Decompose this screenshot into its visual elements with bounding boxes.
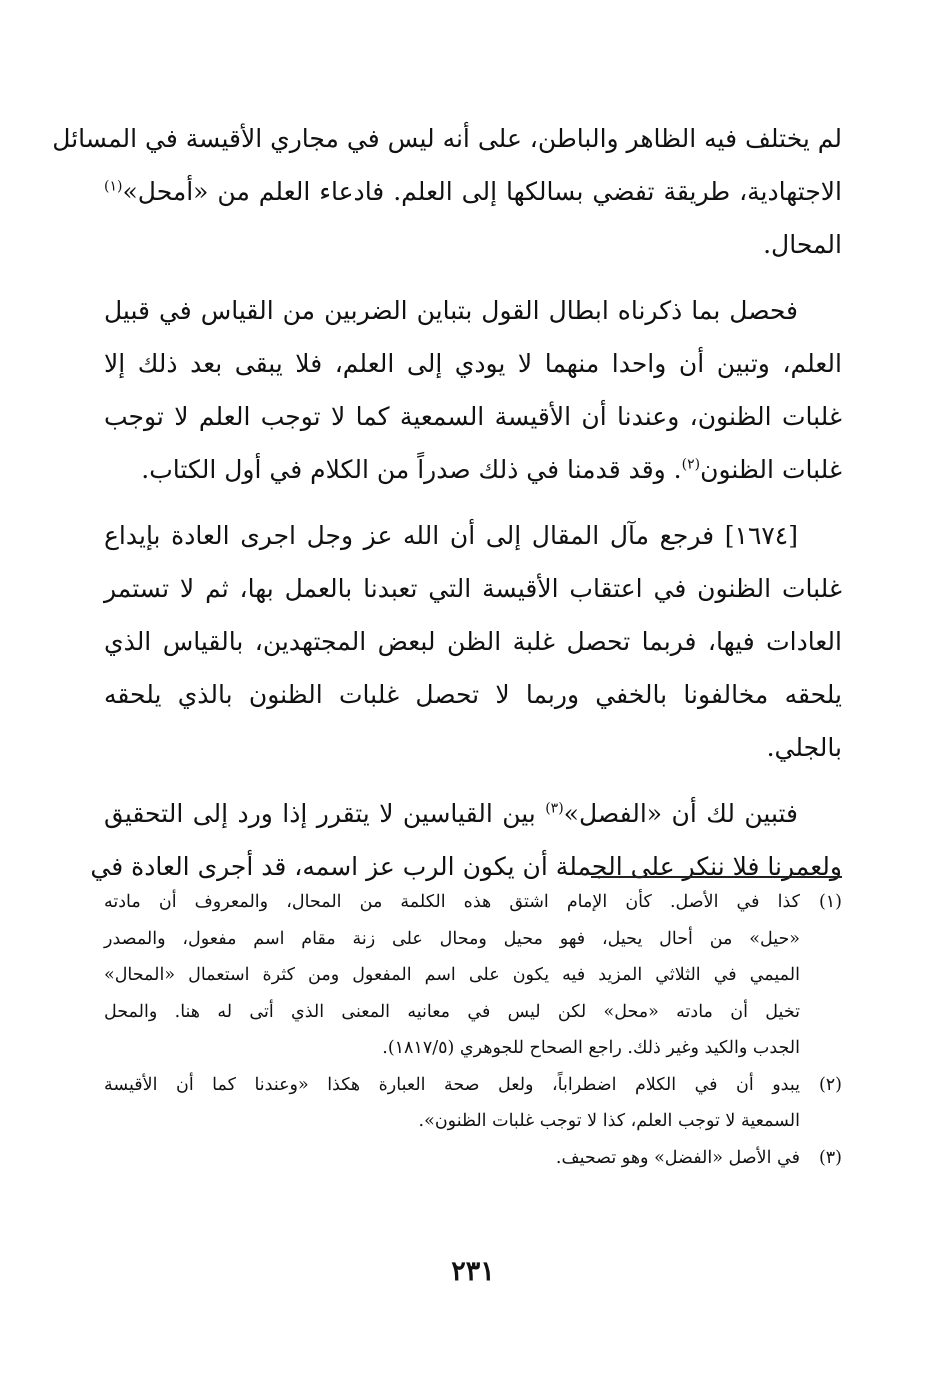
text-line: تخيل أن مادته «محل» لكن ليس في معانيه المعنى الذي أتى له هنا. والمحل: [104, 1001, 800, 1022]
text-line: فحصل بما ذكرناه ابطال القول بتباين الضربين من القياس في قبيل: [104, 296, 798, 325]
text-line: ولعمرنا فلا ننكر على الجملة أن يكون الرب عز اسمه، قد أجرى العادة في: [90, 852, 842, 881]
text-line: الجدب والكيد وغير ذلك. راجع الصحاح للجوهري (١٨١٧/٥).: [382, 1038, 800, 1058]
text-line: يلحقه مخالفونا بالخفي وربما لا تحصل غلبات الظنون بالذي يلحقه: [104, 680, 842, 709]
text-line: بالجلي.: [766, 733, 842, 762]
footnote-text: [104, 1067, 800, 1140]
text-line: الميمي في الثلاثي المزيد فيه يكون على اسم المفعول ومن كثرة استعمال «المحال»: [104, 965, 800, 985]
text-line: المحال.: [763, 230, 842, 259]
text-line: الاجتهادية، طريقة تفضي بسالكها إلى العلم. فادعاء العلم من «أمحل»$^{(١)}$: [104, 177, 842, 206]
footnote-ref: (٣): [545, 800, 564, 817]
footnotes: [104, 884, 842, 1176]
text-line: يبدو أن في الكلام اضطراباً، ولعل صحة العبارة هكذا «وعندنا كما أن الأقيسة: [104, 1074, 800, 1095]
footnote-divider: [591, 876, 842, 878]
page-number: ٢٣١: [451, 1256, 495, 1287]
text-line: غلبات الظنون، وعندنا أن الأقيسة السمعية كما لا توجب العلم لا توجب: [104, 402, 842, 431]
text-line: [١٦٧٤] فرجع مآل المقال إلى أن الله عز وجل اجرى العادة بإيداع: [104, 521, 798, 550]
footnote-3: [104, 1140, 842, 1177]
text-line: السمعية لا توجب العلم، كذا لا توجب غلبات الظنون».: [418, 1111, 800, 1131]
text-line: فتبين لك أن «الفصل»$^{(٣)}$ بين القياسين لا يتقرر إذا ورد إلى التحقيق: [104, 799, 799, 828]
footnote-ref: (١): [104, 178, 123, 195]
footnote-number: (١): [818, 892, 842, 912]
footnote-2: [104, 1067, 842, 1140]
footnote-text: [104, 1140, 800, 1177]
footnote-number: (٢): [818, 1074, 842, 1095]
paragraph-1: [52, 112, 842, 271]
text-line: كذا في الأصل. كأن الإمام اشتق هذه الكلمة من المحال، والمعروف أن مادته: [104, 892, 800, 912]
text-line: غلبات الظنون في اعتقاب الأقيسة التي تعبدنا بالعمل بها، ثم لا تستمر: [104, 574, 842, 603]
text-line: لم يختلف فيه الظاهر والباطن، على أنه ليس في مجاري الأقيسة في المسائل: [52, 124, 842, 153]
text-line: العلم، وتبين أن واحدا منهما لا يودي إلى العلم، فلا يبقى بعد ذلك إلا: [104, 349, 842, 378]
paragraph-3: [104, 509, 842, 774]
text-line: غلبات الظنون$^{(٢)}$. وقد قدمنا في ذلك صدراً من الكلام في أول الكتاب.: [141, 455, 842, 484]
text-line: «حيل» من أحال يحيل، فهو محيل ومحال على زنة مقام اسم مفعول، والمصدر: [104, 928, 800, 949]
text-line: العادات فيها، فربما تحصل غلبة الظن لبعض المجتهدين، بالقياس الذي: [104, 627, 842, 656]
footnote-1: [104, 884, 842, 1067]
paragraph-2: [104, 284, 842, 496]
footnote-number: (٣): [818, 1147, 842, 1168]
footnote-ref: (٢): [681, 456, 701, 473]
footnote-text: [104, 884, 800, 1067]
main-text: [52, 112, 842, 906]
text-line: في الأصل «الفضل» وهو تصحيف.: [555, 1147, 800, 1168]
